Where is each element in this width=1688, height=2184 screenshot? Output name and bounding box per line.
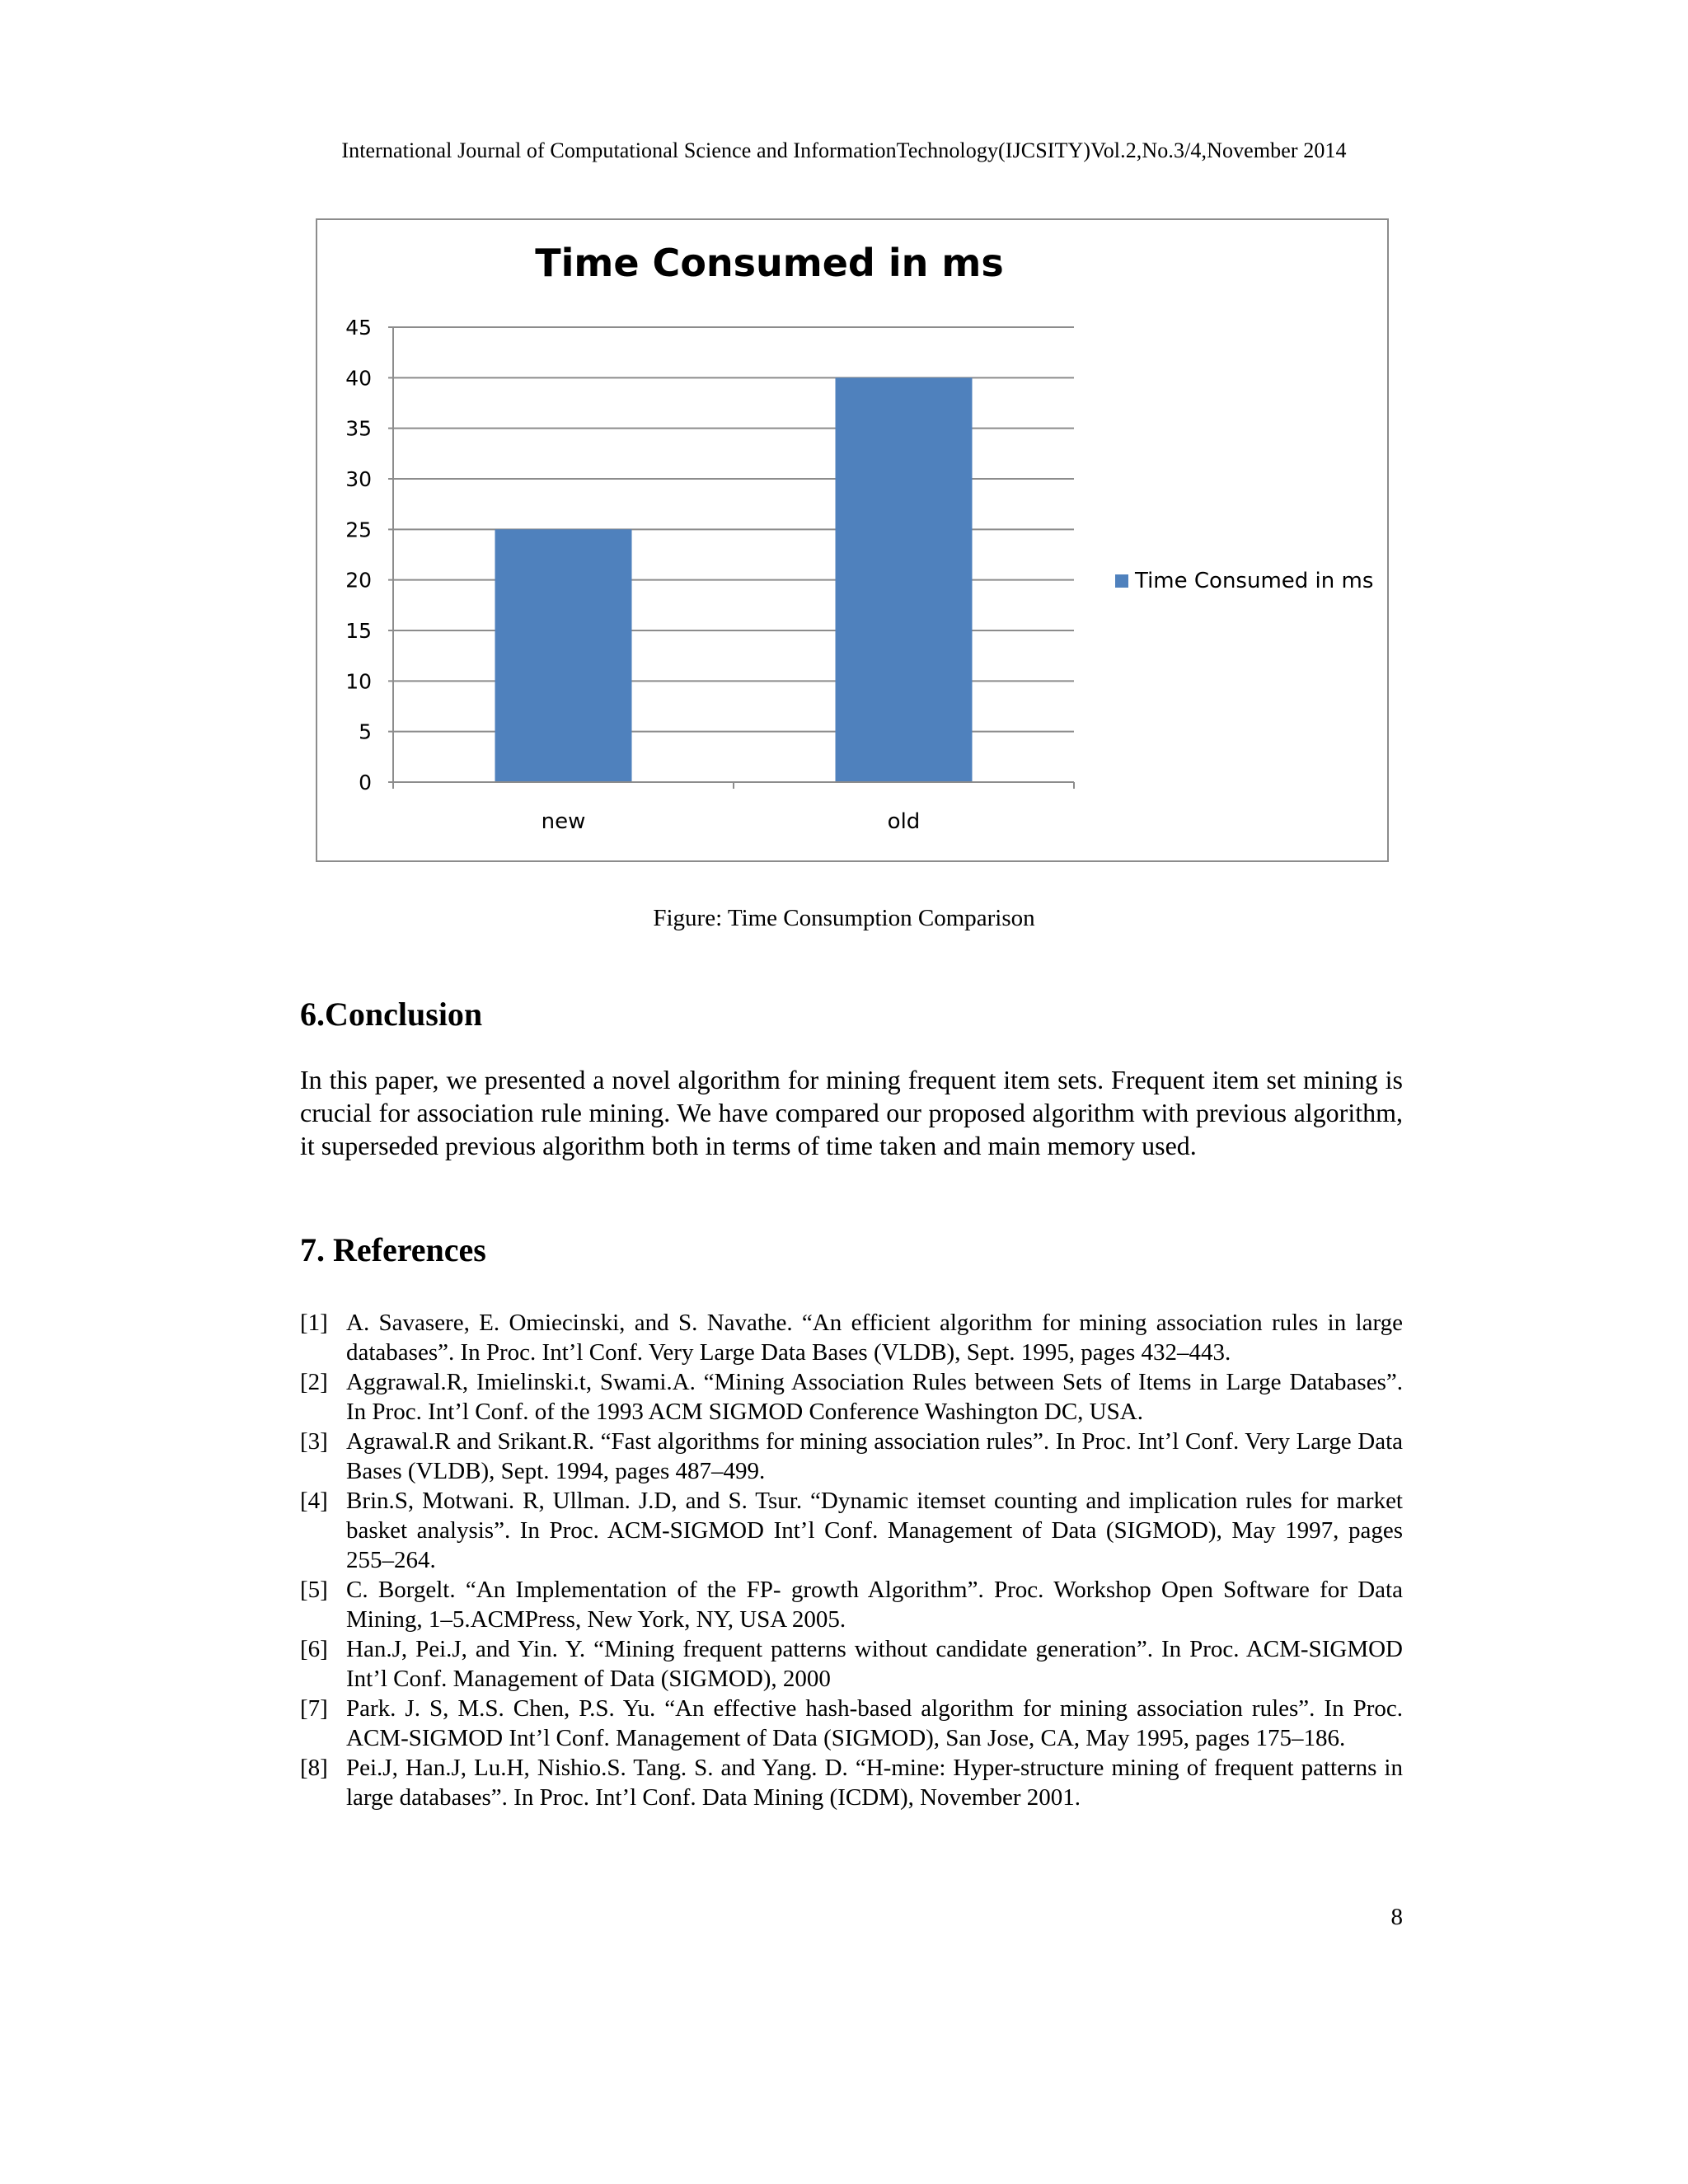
legend-label: Time Consumed in ms xyxy=(1135,569,1374,593)
y-tick-label: 25 xyxy=(345,518,372,542)
reference-text: A. Savasere, E. Omiecinski, and S. Navathe. “An efficient algorithm for mining association rules in large databases”. In Proc. Int’l Conf. Very Large Data Bases (VLDB), Sept. 1995, pages 432–443. xyxy=(346,1310,1403,1366)
y-tick-label: 30 xyxy=(345,467,372,491)
conclusion-text: In this paper, we presented a novel algorithm for mining frequent item sets. Frequent item set mining is crucial for association rule mining. We have compared our proposed algorithm with previous algorithm, it superseded previous algorithm both in terms of time taken and main memory used. xyxy=(300,1065,1403,1160)
bar-old xyxy=(836,377,973,782)
reference-item xyxy=(300,1634,1403,1694)
y-tick-label: 35 xyxy=(345,416,372,441)
reference-text: C. Borgelt. “An Implementation of the FP- growth Algorithm”. Proc. Workshop Open Software for Data Mining, 1–5.ACMPress, New York, NY, USA 2005. xyxy=(346,1577,1403,1633)
figure-caption: Figure: Time Consumption Comparison xyxy=(653,905,1035,931)
references-heading: 7. References xyxy=(300,1231,486,1268)
y-tick-label: 5 xyxy=(359,719,372,744)
bar-new xyxy=(495,529,632,782)
reference-number: [5] xyxy=(300,1577,328,1603)
page-number: 8 xyxy=(1390,1904,1403,1930)
legend-swatch xyxy=(1115,574,1128,588)
x-tick-label: new xyxy=(541,809,586,834)
chart-legend xyxy=(1115,569,1373,593)
y-tick-label: 0 xyxy=(359,771,372,794)
y-tick-label: 15 xyxy=(345,619,372,643)
reference-item xyxy=(300,1486,1403,1575)
running-header: International Journal of Computational Science and InformationTechnology(IJCSITY)Vol.2,No.3/4,November 2014 xyxy=(341,138,1347,162)
reference-number: [2] xyxy=(300,1369,328,1395)
reference-text: Han.J, Pei.J, and Yin. Y. “Mining frequent patterns without candidate generation”. In Proc. ACM-SIGMOD Int’l Conf. Management of Data (SIGMOD), 2000 xyxy=(346,1636,1403,1692)
bar-chart xyxy=(317,220,1387,860)
y-tick-label: 10 xyxy=(345,669,372,694)
reference-item xyxy=(300,1575,1403,1634)
x-tick-label: old xyxy=(887,809,921,834)
chart-title: Time Consumed in ms xyxy=(535,241,1004,285)
reference-number: [4] xyxy=(300,1488,328,1514)
y-tick-label: 40 xyxy=(345,366,372,391)
reference-item xyxy=(300,1694,1403,1753)
reference-number: [6] xyxy=(300,1636,328,1662)
reference-number: [8] xyxy=(300,1755,328,1781)
reference-item xyxy=(300,1753,1403,1812)
reference-text: Aggrawal.R, Imielinski.t, Swami.A. “Mining Association Rules between Sets of Items in Large Databases”. In Proc. Int’l Conf. of the 1993 ACM SIGMOD Conference Washington DC, USA. xyxy=(346,1369,1403,1425)
reference-number: [3] xyxy=(300,1428,328,1455)
reference-list xyxy=(300,1308,1403,1812)
reference-item xyxy=(300,1367,1403,1427)
reference-number: [7] xyxy=(300,1695,328,1722)
reference-text: Brin.S, Motwani. R, Ullman. J.D, and S. Tsur. “Dynamic itemset counting and implication rules for market basket analysis”. In Proc. ACM-SIGMOD Int’l Conf. Management of Data (SIGMOD), May 1997, pages 255–264. xyxy=(346,1488,1403,1573)
reference-text: Agrawal.R and Srikant.R. “Fast algorithms for mining association rules”. In Proc. Int’l Conf. Very Large Data Bases (VLDB), Sept. 1994, pages 487–499. xyxy=(346,1428,1403,1484)
reference-item xyxy=(300,1427,1403,1486)
conclusion-heading: 6.Conclusion xyxy=(300,996,483,1033)
chart-frame xyxy=(316,218,1389,862)
reference-item xyxy=(300,1308,1403,1367)
reference-text: Pei.J, Han.J, Lu.H, Nishio.S. Tang. S. and Yang. D. “H-mine: Hyper-structure mining of frequent patterns in large databases”. In Proc. Int’l Conf. Data Mining (ICDM), November 2001. xyxy=(346,1755,1403,1811)
reference-number: [1] xyxy=(300,1310,328,1336)
y-tick-label: 45 xyxy=(345,316,372,340)
y-tick-label: 20 xyxy=(345,568,372,593)
reference-text: Park. J. S, M.S. Chen, P.S. Yu. “An effective hash-based algorithm for mining association rules”. In Proc. ACM-SIGMOD Int’l Conf. Management of Data (SIGMOD), San Jose, CA, May 1995, pages 175–186. xyxy=(346,1695,1403,1751)
